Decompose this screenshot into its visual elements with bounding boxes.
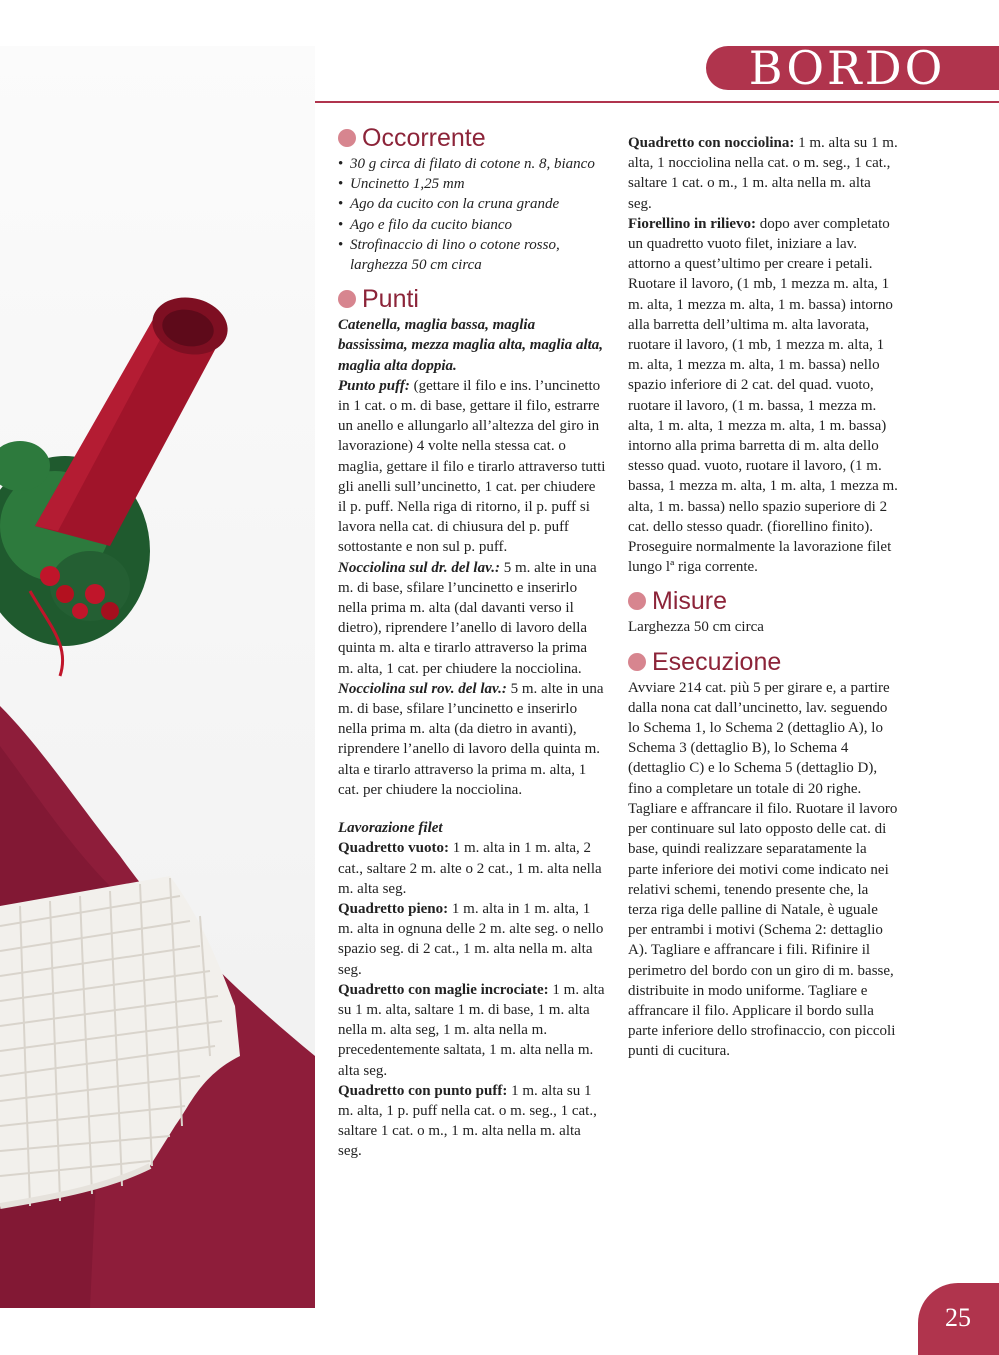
paragraph-fiorellino: Fiorellino in rilievo: dopo aver completato un quadretto vuoto filet, iniziare a lav. attorno a quest’ultimo per creare i petali.: [628, 215, 890, 273]
bullet-dot-icon: [338, 129, 356, 147]
bullet-dot-icon: [628, 592, 646, 610]
section-heading-punti: Punti: [338, 283, 606, 315]
paragraph-nocciolina-rovescio: Nocciolina sul rov. del lav.: 5 m. alte in una m. di base, sfilare l’uncinetto e inserirlo nella prima m. alta (da dietro in avanti), riprendere l’anello di lavoro della quinta m. alta e tirarlo attraverso la prima m. alta, 1 cat. per chiudere la nocciolina.: [338, 680, 604, 798]
paragraph-punto-puff: Punto puff: (gettare il filo e ins. l’uncinetto in 1 cat. o m. di base, gettare il filo, estrarre un anello e allungarlo all’altezza del giro in lavorazione) 4 volte nella stessa cat. o maglia, gettare il filo e tirarlo attraverso tutti gli anelli sull’uncinetto, 1 cat. per chiudere il p. puff. Nella riga di ritorno, il p. puff si lavora nella cat. di chiusura del p. puff sottostante e non sul p. puff.: [338, 377, 606, 556]
paragraph-quadretto-incrociate: Quadretto con maglie incrociate: 1 m. alta su 1 m. alta, saltare 1 m. di base, 1 m. alta nella m. alta seg, 1 m. alta nella m. precedentemente saltata, 1 m. alta nella m. alta seg.: [338, 981, 605, 1079]
section-heading-misure: Misure: [628, 585, 898, 617]
paragraph-quadretto-pieno: Quadretto pieno: 1 m. alta in 1 m. alta, 1 m. alta in ognuna delle 2 m. alte seg. o nello spazio seg. di 2 cat., 1 m. alta nella m. alta seg.: [338, 900, 604, 978]
paragraph-fiorellino-cont: Ruotare il lavoro, (1 mb, 1 mezza m. alta, 1 m. alta, 1 mezza m. alta, 1 m. bassa) intorno alla barretta dell’ultima m. alta lavorata, ruotare il lavoro, (1 mb, 1 mezza m. alta, 1 m. alta, 1 mezza m. alta, 1 m. bassa) nello spazio inferiore di 2 cat. del quad. vuoto, ruotare il lavoro, (1 m. bassa, 1 mezza m. alta, 1 m. alta, 1 mezza m. alta, 1 m. bassa) intorno alla prima barretta di m. alta dello stesso quad. vuoto, ruotare il lavoro, (1 m. bassa, 1 mezza m. alta, 1 m. alta, 1 mezza m. alta, 1 m. bassa) nello spazio superiore di 2 cat. dello stesso quadr. (fiorellino finito). Proseguire normalmente la lavorazione filet lungo lª riga corrente.: [628, 276, 898, 576]
subheading-filet: Lavorazione filet: [338, 820, 443, 837]
basic-stitches: Catenella, maglia bassa, maglia bassissima, mezza maglia alta, maglia alta, maglia alta doppia.: [338, 317, 604, 374]
page-number: 25: [945, 1303, 971, 1332]
paragraph-misure: Larghezza 50 cm circa: [628, 619, 764, 636]
section-heading-occorrente: Occorrente: [338, 122, 606, 154]
bullet-dot-icon: [338, 290, 356, 308]
list-item: • Ago e filo da cucito bianco: [338, 215, 606, 235]
right-column: [628, 133, 898, 1062]
paragraph-nocciolina-dritto: Nocciolina sul dr. del lav.: 5 m. alte in una m. di base, sfilare l’uncinetto e inserirlo nella prima m. alta (dal davanti verso il dietro), riprendere l’anello di lavoro della quinta m. alta e tirarlo attraverso la prima m. alta, 1 cat. per chiudere la nocciolina.: [338, 559, 597, 677]
list-item: • Strofinaccio di lino o cotone rosso, larghezza 50 cm circa: [338, 235, 606, 275]
photo-candle-and-towel: [0, 46, 315, 1308]
paragraph-esecuzione: Avviare 214 cat. più 5 per girare e, a partire dalla nona cat dall’uncinetto, lav. seguendo lo Schema 1, lo Schema 2 (dettaglio A), lo Schema 3 (dettaglio B), lo Schema 4 (dettaglio C) e lo Schema 5 (dettaglio D), fino a completare un totale di 20 righe. Tagliare e affrancare il filo. Ruotare il lavoro per continuare sul lato opposto delle cat. di base, quindi realizzare separatamente la parte inferiore dei motivi come indicato nei relativi schemi, tenendo presente che, la terza riga delle palline di Natale, è uguale per entrambi i motivi (Schema 2: dettaglio A). Tagliare e affrancare i fili. Rifinire il perimetro del bordo con un giro di m. basse, distribuite in modo uniforme. Tagliare e affrancare il filo. Applicare il bordo sulla parte inferiore dello strofinaccio, con piccoli punti di cucitura.: [628, 679, 898, 1060]
materials-list: [338, 154, 606, 275]
list-item: • 30 g circa di filato di cotone n. 8, bianco: [338, 154, 606, 174]
header-rule: [315, 101, 999, 103]
page-title: BORDO: [748, 41, 946, 95]
list-item: • Uncinetto 1,25 mm: [338, 174, 606, 194]
bullet-dot-icon: [628, 653, 646, 671]
left-column: [338, 122, 606, 1162]
list-item: • Ago da cucito con la cruna grande: [338, 194, 606, 214]
section-heading-esecuzione: Esecuzione: [628, 646, 898, 678]
paragraph-quadretto-nocciolina: Quadretto con nocciolina: 1 m. alta su 1 m. alta, 1 nocciolina nella cat. o m. seg., 1 cat., saltare 1 cat. o m., 1 m. alta nella m. alta seg.: [628, 135, 898, 212]
paragraph-quadretto-puff: Quadretto con punto puff: 1 m. alta su 1 m. alta, 1 p. puff nella cat. o m. seg., 1 cat., saltare 1 cat. o m., 1 m. alta nella m. alta seg.: [338, 1082, 597, 1160]
paragraph-quadretto-vuoto: Quadretto vuoto: 1 m. alta in 1 m. alta, 2 cat., saltare 2 m. alte o 2 cat., 1 m. alta nella m. alta seg.: [338, 840, 602, 897]
